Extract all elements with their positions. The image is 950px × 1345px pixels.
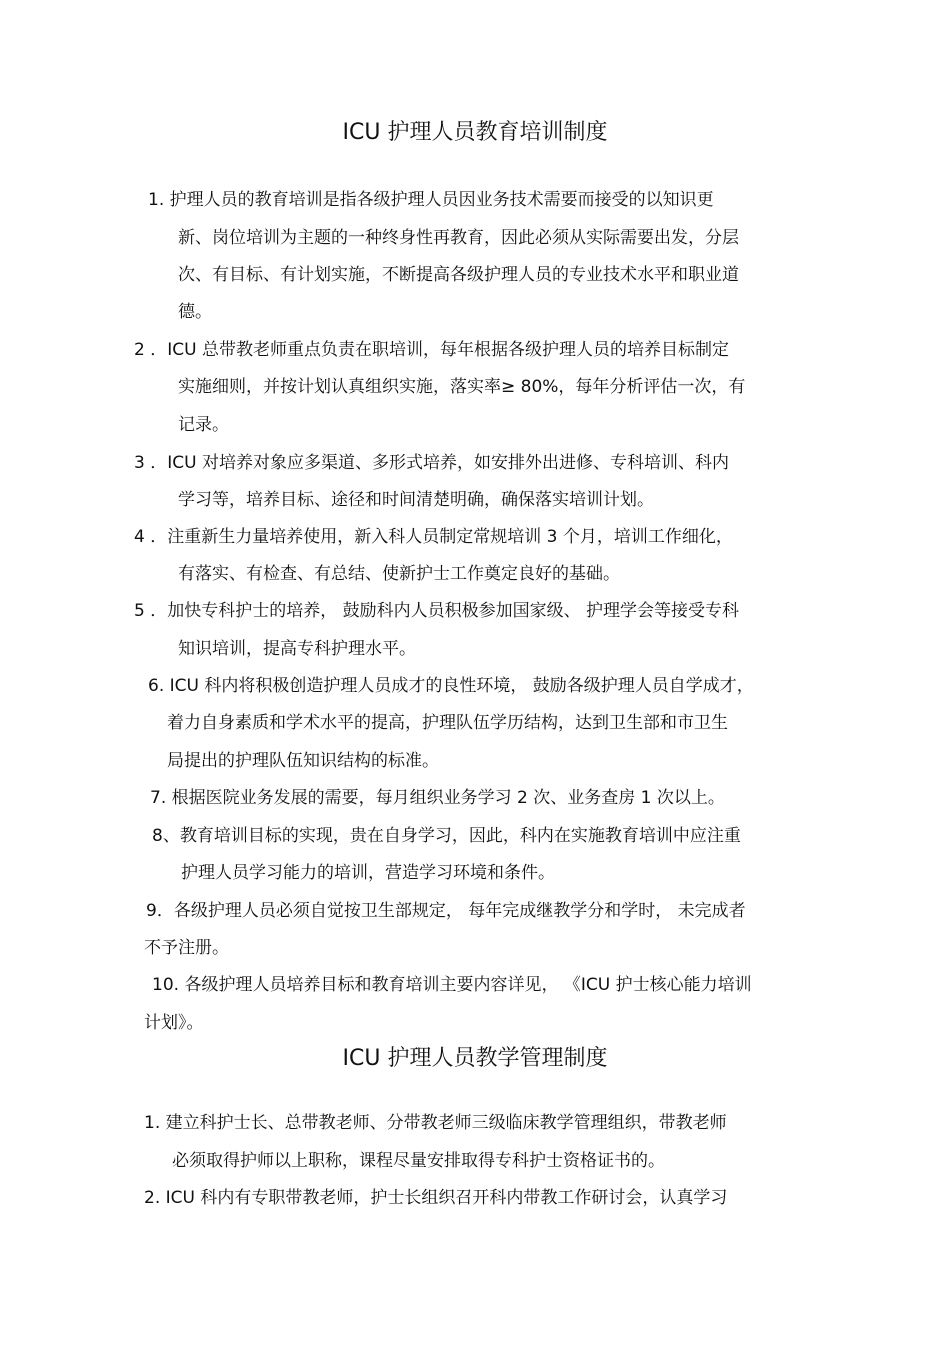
list-item-line: 有落实、有检查、有总结、使新护士工作奠定良好的基础。: [178, 564, 620, 584]
list-item-line: 7. 根据医院业务发展的需要，每月组织业务学习 2 次、业务查房 1 次以上。: [150, 788, 725, 808]
list-item-line: 9．各级护理人员必须自觉按卫生部规定， 每年完成继教学分和学时， 未完成者: [146, 901, 746, 921]
list-item-line: 实施细则，并按计划认真组织实施，落实率≥ 80%，每年分析评估一次，有: [178, 377, 746, 397]
document-title-training: ICU 护理人员教育培训制度: [342, 120, 608, 145]
document-title-teaching: ICU 护理人员教学管理制度: [342, 1046, 608, 1071]
list-item-line: 新、岗位培训为主题的一种终身性再教育，因此必须从实际需要出发，分层: [178, 228, 739, 248]
list-item-line: 2 ．ICU 总带教老师重点负责在职培训，每年根据各级护理人员的培养目标制定: [134, 340, 729, 360]
list-item-line: 1. 护理人员的教育培训是指各级护理人员因业务技术需要而接受的以知识更: [148, 190, 714, 210]
list-item-line: 5 ．加快专科护士的培养， 鼓励科内人员积极参加国家级、 护理学会等接受专科: [134, 601, 740, 621]
list-item-line: 学习等，培养目标、途径和时间清楚明确，确保落实培训计划。: [178, 490, 654, 510]
list-item-line: 必须取得护师以上职称，课程尽量安排取得专科护士资格证书的。: [172, 1151, 665, 1171]
list-item-line: 8、教育培训目标的实现，贵在自身学习，因此，科内在实施教育培训中应注重: [152, 826, 741, 846]
list-item-line: 6. ICU 科内将积极创造护理人员成才的良性环境， 鼓励各级护理人员自学成才，: [148, 676, 754, 696]
list-item-line: 2. ICU 科内有专职带教老师，护士长组织召开科内带教工作研讨会，认真学习: [144, 1188, 728, 1208]
list-item-line: 1. 建立科护士长、总带教老师、分带教老师三级临床教学管理组织，带教老师: [144, 1113, 727, 1133]
list-item-line: 4 ．注重新生力量培养使用，新入科人员制定常规培训 3 个月，培训工作细化，: [134, 527, 733, 547]
list-item-line: 着力自身素质和学术水平的提高，护理队伍学历结构，达到卫生部和市卫生: [167, 713, 728, 733]
list-item-line: 德。: [178, 302, 212, 322]
list-item-line: 10. 各级护理人员培养目标和教育培训主要内容详见， 《ICU 护士核心能力培训: [152, 975, 752, 995]
list-item-line: 局提出的护理队伍知识结构的标准。: [167, 751, 439, 771]
list-item-line: 知识培训，提高专科护理水平。: [178, 639, 416, 659]
list-item-line: 不予注册。: [144, 938, 229, 958]
list-item-line: 3 ．ICU 对培养对象应多渠道、多形式培养，如安排外出进修、专科培训、科内: [134, 453, 729, 473]
list-item-line: 记录。: [178, 415, 229, 435]
list-item-line: 计划》。: [144, 1013, 204, 1033]
list-item-line: 护理人员学习能力的培训，营造学习环境和条件。: [181, 863, 555, 883]
list-item-line: 次、有目标、有计划实施，不断提高各级护理人员的专业技术水平和职业道: [178, 265, 739, 285]
